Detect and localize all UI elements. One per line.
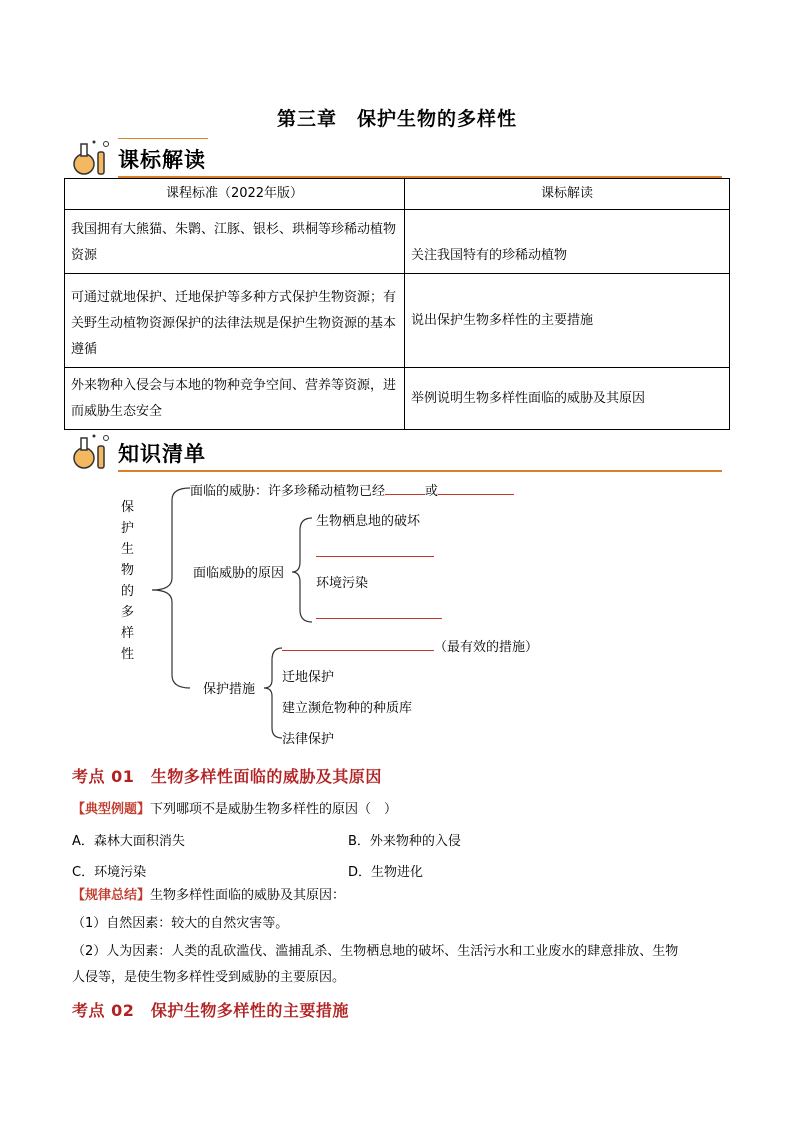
section-title: 课标解读 (118, 148, 206, 172)
measure-note: （最有效的措施） (434, 640, 539, 655)
summary-point-2: （2）人为因素：人类的乱砍滥伐、滥捕乱杀、生物栖息地的破坏、生活污水和工业废水的肆意排放、生物 (72, 944, 679, 959)
root-char: 的 (121, 584, 135, 599)
section-title: 知识清单 (118, 442, 206, 466)
table-header: 课程标准（2022年版） (65, 179, 405, 210)
measure-item: 迁地保护 (282, 670, 335, 685)
root-char: 样 (121, 626, 135, 641)
example-question (72, 800, 397, 820)
example-tag: 【典型例题】 (72, 802, 151, 817)
cause-item: 环境污染 (316, 576, 369, 591)
keypoint-02-title: 考点 02 保护生物多样性的主要措施 (72, 1001, 349, 1020)
cause-item: 生物栖息地的破坏 (316, 514, 421, 529)
keypoint-01-title: 考点 01 生物多样性面临的威胁及其原因 (72, 767, 382, 786)
threat-text: 面临的威胁：许多珍稀动植物已经 (190, 484, 386, 499)
table-cell: 可通过就地保护、迁地保护等多种方式保护生物资源；有关野生动植物资源保护的法律法规是保护生物资源的基本遵循 (65, 274, 405, 368)
summary-tag: 【规律总结】 (72, 888, 151, 903)
tree-root (121, 497, 137, 665)
summary-intro: 生物多样性面临的威胁及其原因： (150, 888, 346, 903)
measure-item: 建立濒危物种的种质库 (282, 701, 413, 716)
summary-heading (72, 886, 345, 906)
option-b: B．外来物种的入侵 (348, 834, 461, 849)
root-char: 生 (121, 542, 135, 557)
summary-point-2-cont: 人侵等，是使生物多样性受到威胁的主要原因。 (72, 970, 346, 985)
root-char: 性 (121, 647, 135, 662)
table-cell: 我国拥有大熊猫、朱鹮、江豚、银杉、珙桐等珍稀动植物资源 (65, 210, 405, 274)
answer-blank (385, 494, 425, 495)
answer-blank (316, 604, 442, 619)
table-header: 课标解读 (405, 179, 730, 210)
answer-blank (438, 494, 514, 495)
example-text: 下列哪项不是威胁生物多样性的原因（ ） (150, 802, 398, 817)
table-cell: 说出保护生物多样性的主要措施 (405, 274, 730, 368)
table-cell: 外来物种入侵会与本地的物种竞争空间、营养等资源，进而威胁生态安全 (65, 368, 405, 430)
cause-blank-row (316, 604, 442, 623)
answer-blank (282, 636, 434, 651)
cause-label: 面临威胁的原因 (193, 566, 285, 581)
answer-blank (316, 542, 434, 557)
threat-line (190, 480, 514, 499)
measure-item: 法律保护 (282, 732, 335, 747)
page-title: 第三章 保护生物的多样性 (276, 108, 517, 130)
measure-label: 保护措施 (203, 682, 256, 697)
option-a: A．森林大面积消失 (72, 834, 185, 849)
cause-blank-row (316, 542, 434, 561)
table-cell: 关注我国特有的珍稀动植物 (405, 210, 730, 274)
root-char: 多 (121, 605, 135, 620)
root-char: 护 (121, 521, 135, 536)
root-char: 物 (121, 563, 135, 578)
threat-or: 或 (425, 484, 439, 499)
root-char: 保 (121, 500, 135, 515)
option-d: D．生物进化 (348, 865, 424, 880)
table-cell: 举例说明生物多样性面临的威胁及其原因 (405, 368, 730, 430)
option-c: C．环境污染 (72, 865, 147, 880)
measure-first-row (282, 636, 538, 655)
summary-point-1: （1）自然因素：较大的自然灾害等。 (72, 916, 289, 931)
